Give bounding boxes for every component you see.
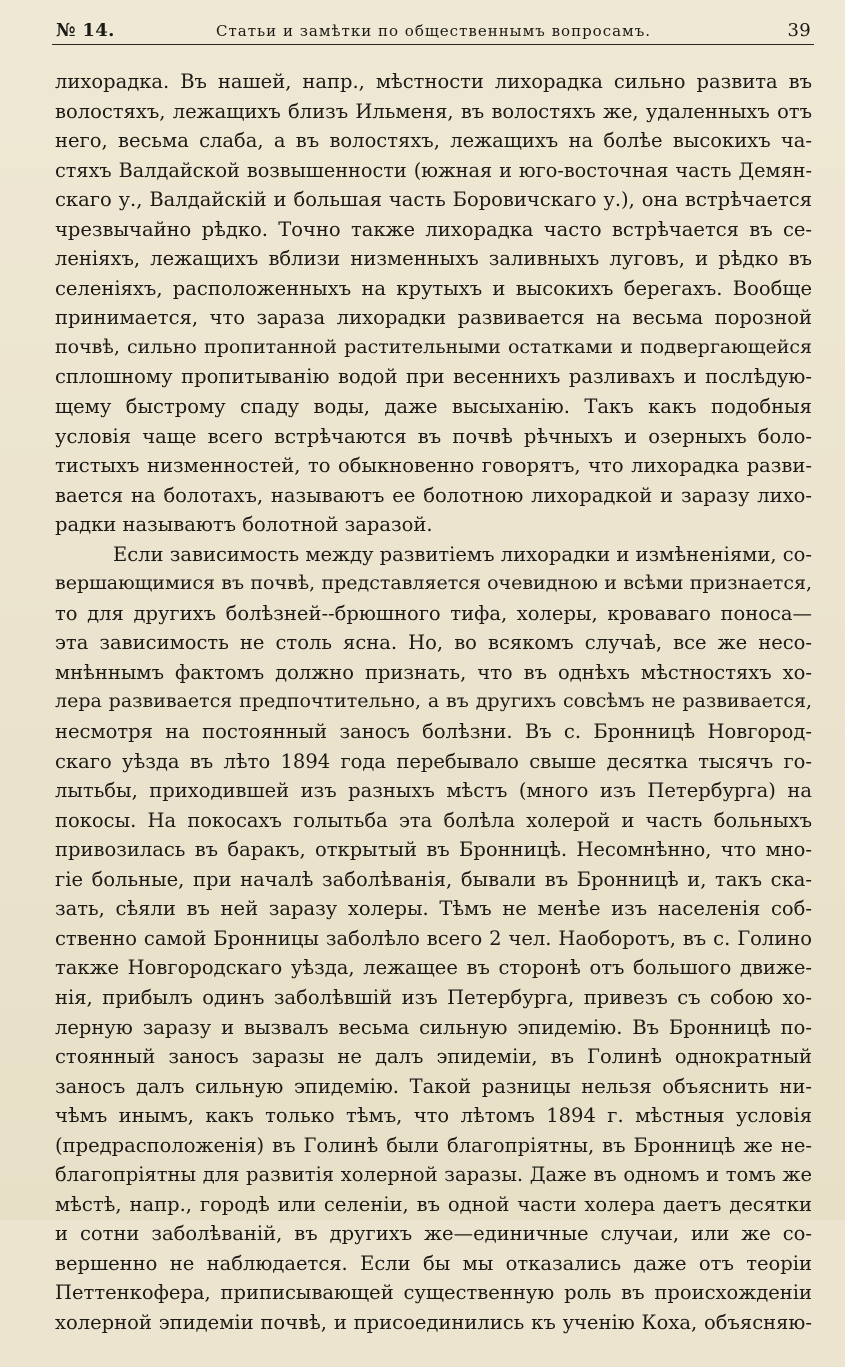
text-line: тистыхъ низменностей, то обыкновенно говорятъ, что лихорадка разви- xyxy=(55,454,812,478)
text-line: мѣстѣ, напр., городѣ или селеніи, въ одной части холера даетъ десятки xyxy=(55,1192,812,1216)
text-line: (предрасположенія) въ Голинѣ были благопріятны, въ Бронницѣ же не- xyxy=(55,1133,812,1157)
section-title: Статьи и замѣтки по общественнымъ вопросамъ. xyxy=(216,22,652,40)
text-line: вершенно не наблюдается. Если бы мы отказались даже отъ теоріи xyxy=(55,1251,812,1275)
text-line: то для другихъ болѣзней--брюшного тифа, холеры, кроваваго поноса— xyxy=(55,601,812,625)
text-line: чѣмъ инымъ, какъ только тѣмъ, что лѣтомъ 1894 г. мѣстныя условія xyxy=(55,1104,812,1128)
text-line: Петтенкофера, приписывающей существенную роль въ происхожденіи xyxy=(55,1281,812,1305)
text-line: чрезвычайно рѣдко. Точно также лихорадка часто встрѣчается въ се- xyxy=(55,217,812,241)
text-line: лера развивается предпочтительно, а въ другихъ совсѣмъ не развивается, xyxy=(55,690,812,713)
header-rule xyxy=(52,44,814,45)
running-head xyxy=(56,14,811,44)
text-line: условія чаще всего встрѣчаются въ почвѣ рѣчныхъ и озерныхъ боло- xyxy=(55,424,812,448)
text-line: скаго у., Валдайскій и большая часть Боровичскаго у.), она встрѣчается xyxy=(55,188,812,212)
article-body xyxy=(55,67,812,1367)
text-line: благопріятны для развитія холерной заразы. Даже въ одномъ и томъ же xyxy=(55,1163,812,1187)
text-line: нія, прибылъ одинъ заболѣвшій изъ Петербурга, привезъ съ собою хо- xyxy=(55,985,812,1009)
text-line: холерной эпидеміи почвѣ, и присоединились къ ученію Коха, объясняю- xyxy=(55,1310,812,1334)
paragraph-first-line: Если зависимость между развитіемъ лихорадки и измѣненіями, со- xyxy=(113,542,812,566)
text-line: и сотни заболѣваній, въ другихъ же—единичные случаи, или же со- xyxy=(55,1222,812,1246)
text-line: зать, сѣяли въ ней заразу холеры. Тѣмъ не менѣе изъ населенія соб- xyxy=(55,897,812,921)
page-number: 39 xyxy=(787,20,811,41)
text-line: селеніяхъ, расположенныхъ на крутыхъ и высокихъ берегахъ. Вообще xyxy=(55,276,812,300)
text-line: вается на болотахъ, называютъ ее болотною лихорадкой и заразу лихо- xyxy=(55,483,812,507)
text-line: гіе больные, при началѣ заболѣванія, бывали въ Бронницѣ и, такъ ска- xyxy=(55,867,812,891)
text-line: лерную заразу и вызвалъ весьма сильную эпидемію. Въ Бронницѣ по- xyxy=(55,1015,812,1039)
issue-number: № 14. xyxy=(56,20,115,41)
text-line: эта зависимость не столь ясна. Но, во всякомъ случаѣ, все же несо- xyxy=(55,631,812,655)
text-line: заносъ далъ сильную эпидемію. Такой разницы нельзя объяснить ни- xyxy=(55,1074,812,1098)
text-line: мнѣннымъ фактомъ должно признать, что въ однѣхъ мѣстностяхъ хо- xyxy=(55,660,812,684)
text-line: почвѣ, сильно пропитанной растительными остатками и подвергающейся xyxy=(55,335,812,358)
text-line: стяхъ Валдайской возвышенности (южная и юго-восточная часть Демян- xyxy=(55,158,812,182)
paragraph-end-line: радки называютъ болотной заразой. xyxy=(55,513,433,537)
text-line: несмотря на постоянный заносъ болѣзни. Въ с. Бронницѣ Новгород- xyxy=(55,720,812,744)
text-line: ственно самой Бронницы заболѣло всего 2 чел. Наоборотъ, въ с. Голино xyxy=(55,926,812,950)
text-line: также Новгородскаго уѣзда, лежащее въ сторонѣ отъ большого движе- xyxy=(55,956,812,980)
text-line: вершающимися въ почвѣ, представляется очевидною и всѣми признается, xyxy=(55,572,812,595)
text-line: принимается, что зараза лихорадки развивается на весьма порозной xyxy=(55,306,812,330)
text-line: лихорадка. Въ нашей, напр., мѣстности лихорадка сильно развита въ xyxy=(55,70,812,93)
text-line: скаго уѣзда въ лѣто 1894 года перебывало свыше десятка тысячъ го- xyxy=(55,749,812,773)
text-line: лытьбы, приходившей изъ разныхъ мѣстъ (много изъ Петербурга) на xyxy=(55,779,812,803)
text-line: щему быстрому спаду воды, даже высыханію. Такъ какъ подобныя xyxy=(55,395,812,419)
text-line: него, весьма слаба, а въ волостяхъ, лежащихъ на болѣе высокихъ ча- xyxy=(55,129,812,153)
text-line: леніяхъ, лежащихъ вблизи низменныхъ заливныхъ луговъ, и рѣдко въ xyxy=(55,247,812,271)
text-line: сплошному пропитыванію водой при весеннихъ разливахъ и послѣдую- xyxy=(55,365,812,389)
text-line: привозилась въ баракъ, открытый въ Бронницѣ. Несомнѣнно, что мно- xyxy=(55,838,812,862)
text-line xyxy=(55,1338,812,1367)
text-line: волостяхъ, лежащихъ близъ Ильменя, въ волостяхъ же, удаленныхъ отъ xyxy=(55,99,812,123)
text-line: стоянный заносъ заразы не далъ эпидеміи, въ Голинѣ однократный xyxy=(55,1045,812,1069)
text-line: покосы. На покосахъ голытьба эта болѣла холерой и часть больныхъ xyxy=(55,808,812,832)
